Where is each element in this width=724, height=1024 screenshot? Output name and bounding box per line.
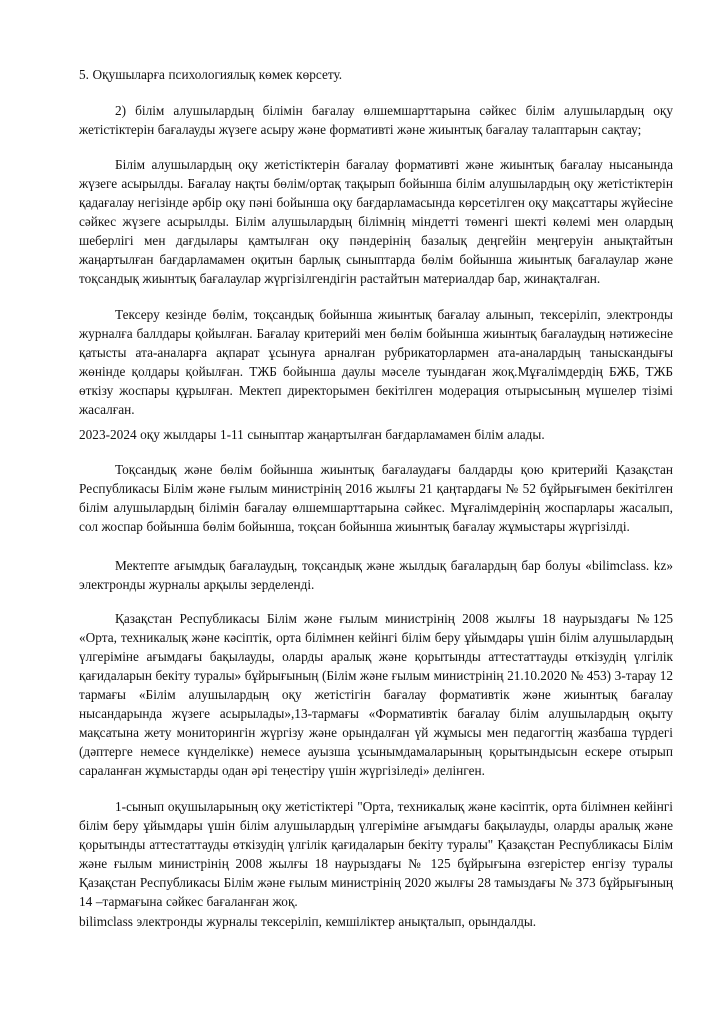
paragraph: 1-сынып оқушыларының оқу жетістіктері "Орта, техникалық және кәсіптік, орта білімнен кейінгі білім беру ұйымдары үшін білім алушылардың үлгеріміне ағымдағы бақылауды, оларды аралық және қорытынды аттестаттауды өткізудің үлгілік қағидаларын бекіту туралы" Қазақстан Республикасы Білім және ғылым министрінің 2008 жылғы 18 наурыздағы № 125 бұйрығына өзгерістер енгізу туралы Қазақстан Республикасы Білім және ғылым министрінің 2020 жылғы 28 тамыздағы № 373 бұйрығының 14 –тармағына сәйкес бағаланған жоқ. [79, 799, 673, 909]
paragraph: Тоқсандық және бөлім бойынша жиынтық бағалаудағы балдарды қою критерийі Қазақстан Республикасы Білім және ғылым министрінің 2016 жылғы 21 қаңтардағы № 52 бұйрығымен бекітілген білім алушылардың білімін бағалау өлшемшарттарына сәйкес. Мұғалімдерінің жоспарлары жасалып, сол жоспар бойынша бөлім бойынша, тоқсан бойынша жиынтық бағалау жұмыстары жүргізілді. [79, 462, 673, 534]
paragraph: Мектепте ағымдық бағалаудың, тоқсандық және жылдық бағалардың бар болуы «bilimclass. kz» электронды журналы арқылы зерделенді. [79, 558, 673, 592]
paragraph: 2) білім алушылардың білімін бағалау өлшемшарттарына сәйкес білім алушылардың оқу жетістіктерін бағалауды жүзеге асыру және формативті және жиынтық бағалау талаптарын сақтау; [79, 103, 673, 137]
paragraph: Қазақстан Республикасы Білім және ғылым министрінің 2008 жылғы 18 наурыздағы №125 «Орта, техникалық және кәсіптік, орта білімнен кейінгі білім беру ұйымдары үшін білім алушылардың үлгеріміне ағымдағы бақылауды, оларды аралық және қорытынды аттестаттауды өткізудің үлгілік қағидаларын бекіту туралы» бұйрығының (Білім және ғылым министрінің 21.10.2020 № 453) 3-тарау 12 тармағы «Білім алушылардың оқу жетістігін бағалау формативтік және жиынтық бағалау нысандарында жүзеге асырылады»,13-тармағы «Формативтік бағалау білім алушылардың оқыту мақсатына жету мониторингін жүргізу және орындалған үй жұмысы мен педагогтің жазбаша түрдегі (дәптерге немесе күнделікке) немесе ауызша ұсынымдамаларының қорытындысын ескере отырып сараланған жұмыстарды одан әрі теңестіру үшін жүргізіледі» делінген. [79, 611, 673, 778]
paragraph: 2023-2024 оқу жылдары 1-11 сыныптар жаңартылған бағдарламамен білім алады. [79, 427, 545, 442]
paragraph-heading: 5. Оқушыларға психологиялық көмек көрсету. [79, 67, 343, 82]
paragraph: bilimclass электронды журналы тексеріліп, кемшіліктер анықталып, орындалды. [79, 914, 537, 929]
paragraph: Білім алушылардың оқу жетістіктерін бағалау формативті және жиынтық бағалау нысанында жүзеге асырылды. Бағалау нақты бөлім/ортақ тақырып бойынша білім алушылардың оқу жетістіктерін қадағалау негізінде әрбір оқу пәні бойынша оқу бағдарламасында көрсетілген оқу мақсаттары жүйесіне сәйкес жүзеге асырылды. Білім алушылардың білімнің міндетті төменгі шекті көлемі мен олардың шеберлігі мен дағдылары қамтылған оқу пәндерінің базалық деңгейін меңгеруін анықтайтын жаңартылған бағдарламамен оқитын барлық сыныптарда бөлім бойынша жиынтық бағалаулар және тоқсандық жиынтық бағалаулар жүргізілгендігін растайтын материалдар бар, жинақталған. [79, 157, 673, 286]
paragraph: Тексеру кезінде бөлім, тоқсандық бойынша жиынтық бағалау алынып, тексеріліп, электронды журналға баллдары қойылған. Бағалау критерийі мен бөлім бойынша жиынтық бағалаудың нәтижесіне қатысты ата-аналарға ақпарат ұсынуға арналған рубрикаторлармен ата-аналардың таныскандығы жөнінде қолдары қойылған. ТЖБ бойынша даулы мәселе туындаған жоқ.Мұғалімдердің БЖБ, ТЖБ өткізу жоспары құрылған. Мектеп директорымен бекітілген модерация отырысының мүшелер тізімі жасалған. [79, 307, 673, 417]
